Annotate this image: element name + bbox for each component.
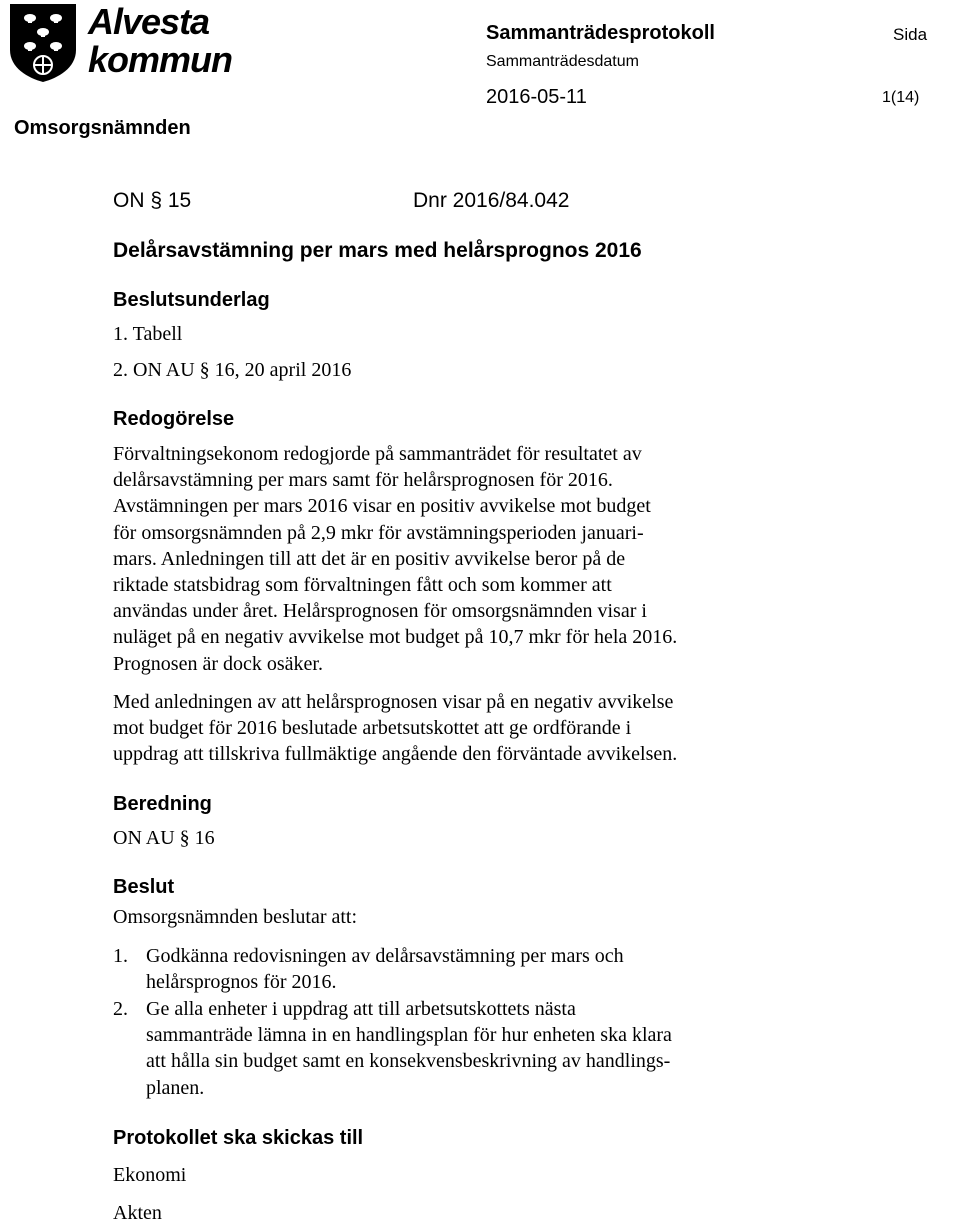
text-line: att hålla sin budget samt en konsekvensbeskrivning av handlings- <box>146 1050 671 1073</box>
logo-text-alvesta: Alvesta <box>88 1 210 42</box>
heading-redogorelse: Redogörelse <box>113 408 235 430</box>
recipient: Ekonomi <box>113 1164 187 1186</box>
text-line: uppdrag att tillskriva fullmäktige angående den förväntade avvikelsen. <box>113 743 678 766</box>
text-line: Avstämningen per mars 2016 visar en positiv avvikelse mot budget <box>113 495 651 518</box>
text-line: Godkänna redovisningen av delårsavstämning per mars och <box>146 945 624 967</box>
alvesta-kommun-logo <box>8 0 238 90</box>
department-name: Omsorgsnämnden <box>14 117 191 139</box>
document-type: Sammanträdesprotokoll <box>486 22 715 44</box>
text-line: sammanträde lämna in en handlingsplan för hur enheten ska klara <box>146 1024 672 1047</box>
logo-text-kommun: kommun <box>88 39 233 80</box>
decision-item-1 <box>113 943 813 997</box>
heading-beslutsunderlag: Beslutsunderlag <box>113 289 270 311</box>
text-line: riktade statsbidrag som förvaltningen fått och som kommer att <box>113 574 612 597</box>
text-line: användas under året. Helårsprognosen för omsorgsnämnden visar i <box>113 600 647 623</box>
text-line: för omsorgsnämnden på 2,9 mkr för avstämningsperioden januari- <box>113 521 644 544</box>
text-line: nuläget på en negativ avvikelse mot budget på 10,7 mkr för hela 2016. <box>113 626 678 649</box>
redogorelse-paragraph-1 <box>113 441 813 677</box>
decision-number: 1. <box>113 945 128 967</box>
meeting-date-label: Sammanträdesdatum <box>486 53 639 70</box>
decision-number: 2. <box>113 998 128 1020</box>
meeting-date: 2016-05-11 <box>486 86 587 108</box>
text-line: Ge alla enheter i uppdrag att till arbetsutskottets nästa <box>146 998 576 1020</box>
recipient: Akten <box>113 1202 162 1224</box>
item-reference <box>113 189 570 213</box>
text-line: Prognosen är dock osäker. <box>113 652 323 675</box>
beredning-reference: ON AU § 16 <box>113 827 215 849</box>
text-line: helårsprognos för 2016. <box>146 971 337 994</box>
decision-item-2 <box>113 996 813 1106</box>
heading-beslut: Beslut <box>113 876 175 898</box>
diary-number: Dnr 2016/84.042 <box>413 189 570 212</box>
text-line: mot budget för 2016 beslutade arbetsutskottet att ge ordförande i <box>113 717 632 740</box>
beslut-intro: Omsorgsnämnden beslutar att: <box>113 906 358 928</box>
text-line: delårsavstämning per mars samt för helårsprognosen för 2016. <box>113 469 613 492</box>
text-line: Med anledningen av att helårsprognosen visar på en negativ avvikelse <box>113 691 674 713</box>
heading-protokollet-skickas-till: Protokollet ska skickas till <box>113 1127 364 1149</box>
heading-beredning: Beredning <box>113 793 212 815</box>
redogorelse-paragraph-2 <box>113 689 813 768</box>
text-line: Förvaltningsekonom redogjorde på sammanträdet för resultatet av <box>113 443 642 465</box>
item-title: Delårsavstämning per mars med helårsprognos 2016 <box>113 239 642 262</box>
page-label: Sida <box>893 25 928 44</box>
text-line: planen. <box>146 1076 205 1099</box>
text-line: mars. Anledningen till att det är en positiv avvikelse beror på de <box>113 547 626 570</box>
coat-of-arms-icon <box>8 2 78 84</box>
list-item: 2. ON AU § 16, 20 april 2016 <box>113 359 352 381</box>
page-number: 1(14) <box>882 89 920 106</box>
paragraph-number: ON § 15 <box>113 189 192 212</box>
list-item: 1. Tabell <box>113 323 183 345</box>
